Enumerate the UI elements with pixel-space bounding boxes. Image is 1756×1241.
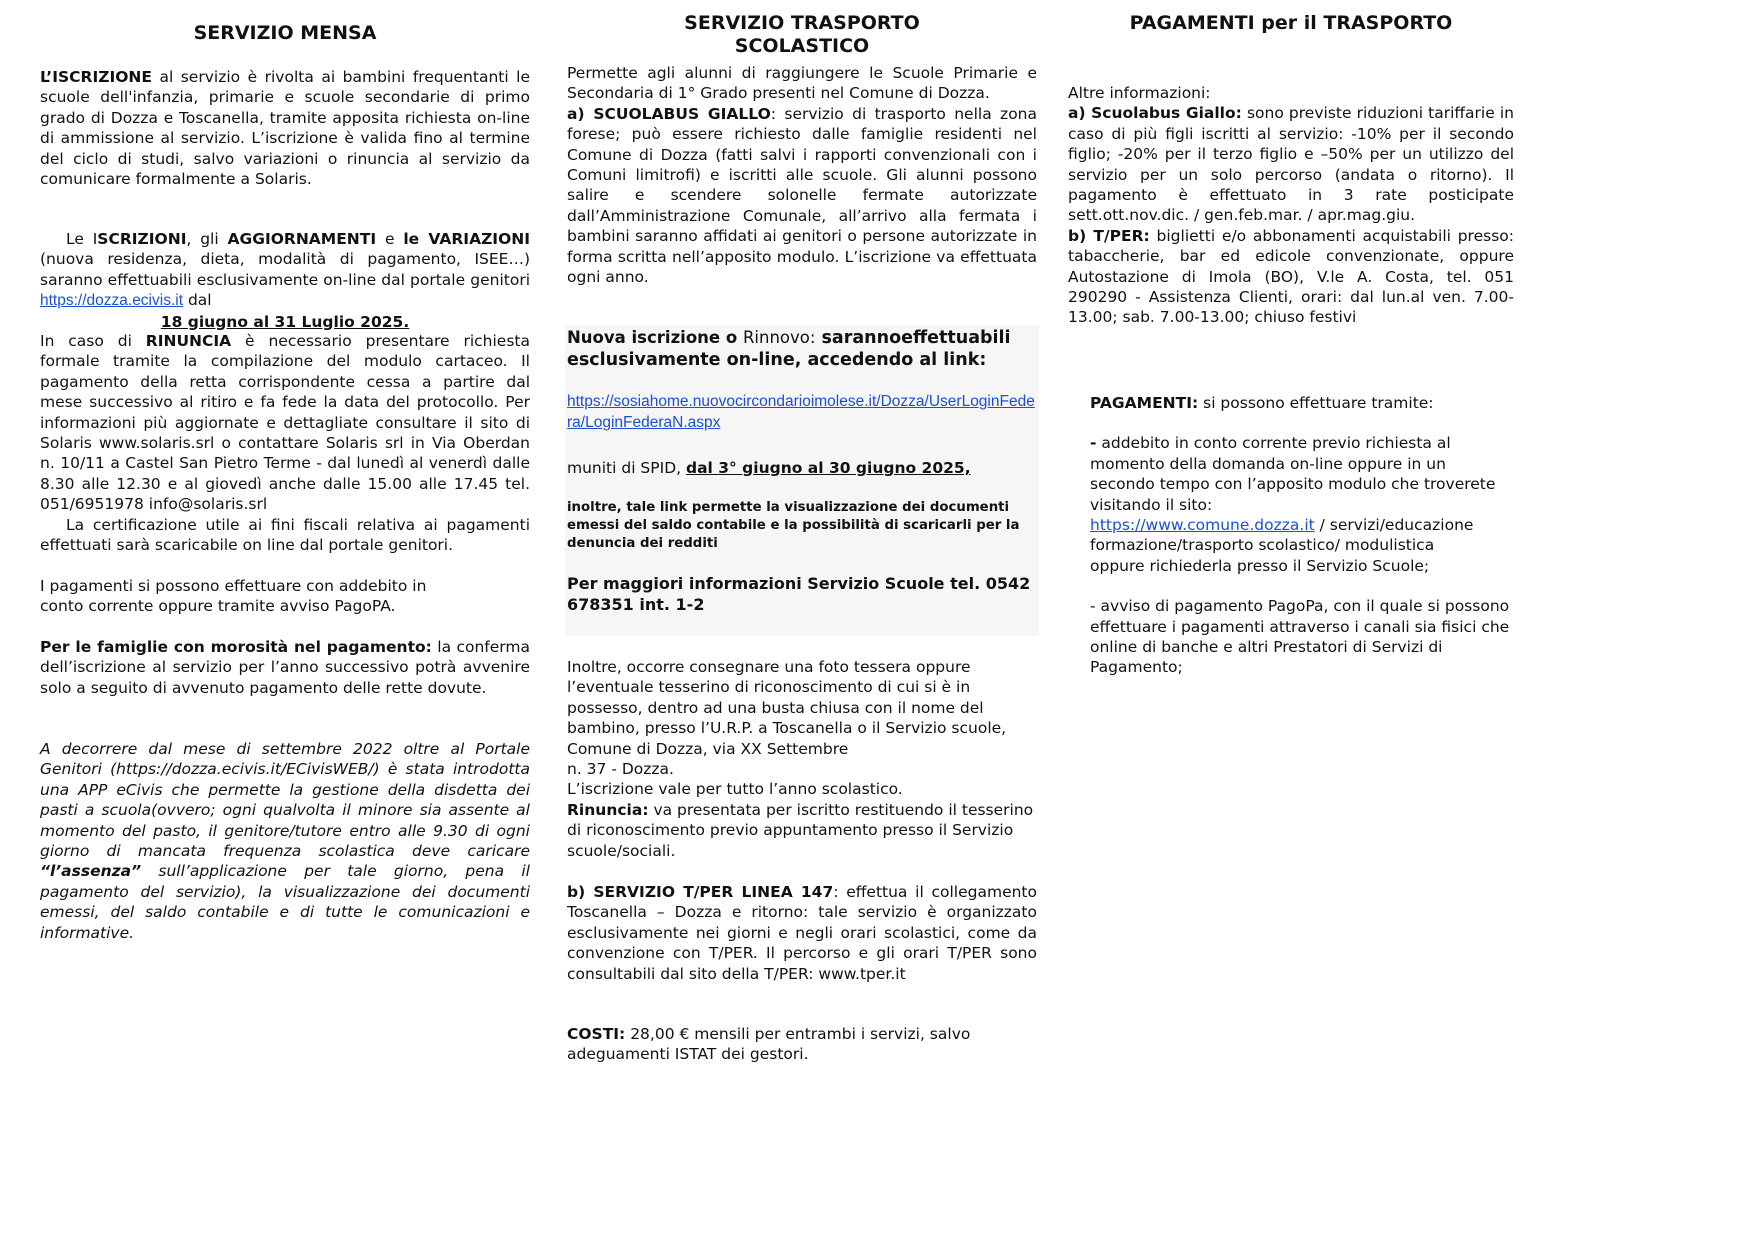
text-fragment: In caso di (40, 332, 146, 350)
trasporto-info (567, 573, 1037, 615)
text-fragment: biglietti e/o abbonamenti acquistabili presso: tabaccherie, bar ed edicole convenzionate, oppure Autostazione di Imola (BO), V.le A. Costa, tel. 051 290290 - Assistenza Clienti, orari: dal lun.al ven. 7.00-13.00; sab. 7.00-13.00; chiuso festivi (1068, 226, 1514, 327)
text-fragment: dal 3° giugno al 30 giugno 2025, (685, 459, 971, 477)
pagamenti-title: PAGAMENTI per il TRASPORTO (1129, 12, 1453, 34)
text-fragment: - (1090, 434, 1097, 453)
text-fragment: : effettua il collegamento Toscanella – Dozza e ritorno: tale servizio è organizzato esclusivamente nei giorni e negli orari scolastici, come da convenzione con T/PER. Il percorso e gli orari T/PER sono consultabili dal sito della T/PER: www.tper.it (567, 883, 1037, 983)
mensa-iscrizione-text: al servizio è rivolta ai bambini frequentanti le scuole dell'infanzia, primarie e scuole secondarie di primo grado di Dozza e Toscanella, tramite apposita richiesta on-line di ammissione al servizio. L’iscrizione è valida fino al termine del ciclo di studi, salvo variazioni o rinuncia al servizio da comunicare formalmente a Solaris. (40, 68, 530, 189)
comune-dozza-link[interactable]: https://www.comune.dozza.it (1090, 516, 1315, 535)
text-fragment: : servizio di trasporto nella zona forese; può essere richiesto dalle famiglie residenti nel Comune di Dozza (fatti salvi i rapporti convenzionali con i Comuni limitrofi) e iscritti alle scuole. Gli alunni possono salire e scendere solonelle fermate autorizzate dall’Amministrazione Comunale, all’arrivo alla fermata i bambini saranno affidati ai genitori o persone autorizzate in forma scritta nell’apposito modulo. L’iscrizione va effettuata ogni anno. (567, 104, 1037, 287)
text-fragment: 28,00 € mensili per entrambi i servizi, salvo adeguamenti ISTAT dei gestori. (567, 1025, 971, 1064)
text-fragment: Le I (66, 230, 98, 248)
trasporto-valid: L’iscrizione vale per tutto l’anno scolastico. (567, 780, 903, 799)
trasporto-foto-text: Inoltre, occorre consegnare una foto tessera oppure l’eventuale tesserino di riconoscimento di cui si è in possesso, dentro ad una busta chiusa con il nome del bambino, presso l’U.R.P. a Toscanella o il Servizio scuole, Comune di Dozza, via XX Settembre (567, 658, 1007, 758)
text-fragment: e (376, 230, 404, 248)
text-fragment: COSTI: (567, 1025, 626, 1043)
trasporto-title-line2: SCOLASTICO (734, 35, 870, 57)
mensa-pagamenti-paragraph (40, 576, 470, 617)
trasporto-foto-address: n. 37 - Dozza. (567, 760, 674, 779)
mensa-aggiornamenti-paragraph (40, 229, 530, 332)
text-fragment: b) T/PER: (1068, 226, 1150, 245)
text-fragment: (nuova residenza, dieta, modalità di pagamento, ISEE…) saranno effettuabili esclusivamente on-line dal portale genitori (40, 250, 530, 289)
text-fragment: la conferma dell’iscrizione al servizio per l’anno successivo potrà avvenire solo a seguito di avvenuto pagamento delle rette dovute. (40, 638, 530, 697)
trasporto-spid (567, 458, 1037, 478)
text-fragment: sull’applicazione per tale giorno, pena il pagamento del servizio), la visualizzazione dei documenti emessi, del saldo contabile e di tutte le comunicazioni e informative. (40, 862, 530, 942)
text-fragment: dal (183, 291, 212, 310)
mensa-iscrizione-paragraph (40, 67, 530, 189)
trasporto-tper-block (567, 882, 1037, 984)
text-fragment: sarannoeffettuabili esclusivamente on-line, accedendo al link: (567, 328, 1011, 370)
pagamenti-pagopa: - avviso di pagamento PagoPa, con il quale si possono effettuare i pagamenti attraverso i canali sia fisici che online di banche e altri Prestatori di Servizi di Pagamento; (1090, 597, 1510, 677)
trasporto-nuova-iscrizione (567, 327, 1037, 371)
mensa-title: SERVIZIO MENSA (193, 22, 377, 44)
trasporto-title (567, 12, 1037, 58)
text-fragment: Nuova iscrizione o (567, 328, 743, 347)
mensa-dates: 18 giugno al 31 Luglio 2025. (160, 312, 410, 331)
trasporto-intro: Permette agli alunni di raggiungere le Scuole Primarie e Secondaria di 1° Grado presenti nel Comune di Dozza. (567, 64, 1037, 103)
trasporto-link-block (567, 391, 1037, 433)
mensa-app-paragraph (40, 739, 530, 943)
mensa-rinuncia-paragraph (40, 331, 530, 555)
text-fragment: , gli (186, 230, 228, 248)
text-fragment: si possono effettuare tramite: (1198, 394, 1434, 412)
mensa-certificazione: La certificazione utile ai fini fiscali relativa ai pagamenti effettuati sarà scaricabile on line dal portale genitori. (40, 515, 530, 555)
text-fragment: AGGIORNAMENTI (227, 230, 377, 248)
sosiahome-login-link[interactable]: https://sosiahome.nuovocircondarioimolese.it/Dozza/UserLoginFedera/LoginFederaN.aspx (567, 393, 1035, 431)
text-fragment: va presentata per iscritto restituendo il tesserino di riconoscimento previo appuntamento presso il Servizio scuole/sociali. (567, 800, 1034, 860)
text-fragment: “l’assenza” (40, 862, 142, 881)
text-fragment: SCRIZIONI (97, 230, 187, 248)
ecivis-portal-link[interactable]: https://dozza.ecivis.it (40, 292, 184, 310)
pagamenti-oppure: oppure richiederla presso il Servizio Scuole; (1090, 556, 1430, 575)
trasporto-costi-block (567, 1024, 1037, 1065)
text-fragment: a) SCUOLABUS GIALLO (567, 104, 771, 123)
text-fragment: PAGAMENTI: (1090, 394, 1199, 412)
text-fragment: / servizi/educazione formazione/trasporto scolastico/ modulistica (1090, 516, 1474, 555)
text-fragment: Rinnovo: (742, 328, 816, 347)
text-fragment: muniti di SPID, (567, 459, 686, 477)
text-fragment: le VARIAZIONI (403, 230, 530, 248)
trasporto-foto-block (567, 657, 1037, 861)
text-fragment: sono previste riduzioni tariffarie in caso di più figli iscritti al servizio: -10% per il secondo figlio; -20% per il terzo figlio e –50% per un utilizzo del servizio per un solo percorso (andata o ritorno). Il pagamento è effettuato in 3 rate posticipate sett.ott.nov.dic. / gen.feb.mar. / apr.mag.giu. (1068, 104, 1515, 225)
trasporto-title-line1: SERVIZIO TRASPORTO (684, 12, 920, 34)
pagamenti-altre-label: Altre informazioni: (1068, 84, 1211, 102)
trasporto-inoltre (567, 499, 1037, 553)
pagamenti-modalita-block (1090, 393, 1514, 678)
text-fragment: Rinuncia: (567, 800, 649, 819)
text-fragment: è necessario presentare richiesta formale tramite la compilazione del modulo cartaceo. Il pagamento della retta corrispondente cessa a partire dal mese successivo al ritiro e fa fede la data del protocollo. Per informazioni più aggiornate e dettagliate consultare il sito di Solaris www.solaris.srl o contattare Solaris srl in Via Oberdan n. 10/11 a Castel San Pietro Terme - dal lunedì al venerdì dalle 8.30 alle 12.30 e al giovedì anche dalle 15.00 alle 17.45 tel. 051/6951978 info@solaris.srl (40, 332, 530, 514)
text-fragment: addebito in conto corrente previo richiesta al momento della domanda on-line oppure in un secondo tempo con l’apposito modulo che troverete visitando il sito: (1090, 434, 1496, 514)
mensa-pagamenti-text: I pagamenti si possono effettuare con addebito in conto corrente oppure tramite avviso PagoPA. (40, 577, 427, 616)
text-fragment: RINUNCIA (145, 332, 232, 350)
mensa-morosita-paragraph (40, 637, 530, 698)
trasporto-intro-block (567, 63, 1037, 287)
mensa-iscrizione-label: L’ISCRIZIONE (40, 68, 152, 86)
text-fragment: b) SERVIZIO T/PER LINEA 147 (567, 883, 834, 901)
pagamenti-altre-info (1068, 83, 1514, 328)
text-fragment: a) Scuolabus Giallo: (1068, 104, 1242, 123)
text-fragment: A decorrere dal mese di settembre 2022 oltre al Portale Genitori (https://dozza.ecivis.it/ECivisWEB/) è stata introdotta una APP eCivis che permette la gestione della disdetta dei pasti a scuola(ovvero; ogni qualvolta il minore sia assente al momento del pasto, il genitore/tutore entro alle 9.30 di ogni giorno di mancata frequenza scolastica deve caricare (40, 740, 530, 861)
text-fragment: Per le famiglie con morosità nel pagamento: (40, 638, 432, 656)
trasporto-info-text: Per maggiori informazioni Servizio Scuole tel. 0542 678351 int. 1-2 (567, 574, 1031, 614)
trasporto-inoltre-text: inoltre, tale link permette la visualizzazione dei documenti emessi del saldo contabile e la possibilità di scaricarli per la denuncia dei redditi (567, 500, 1020, 551)
